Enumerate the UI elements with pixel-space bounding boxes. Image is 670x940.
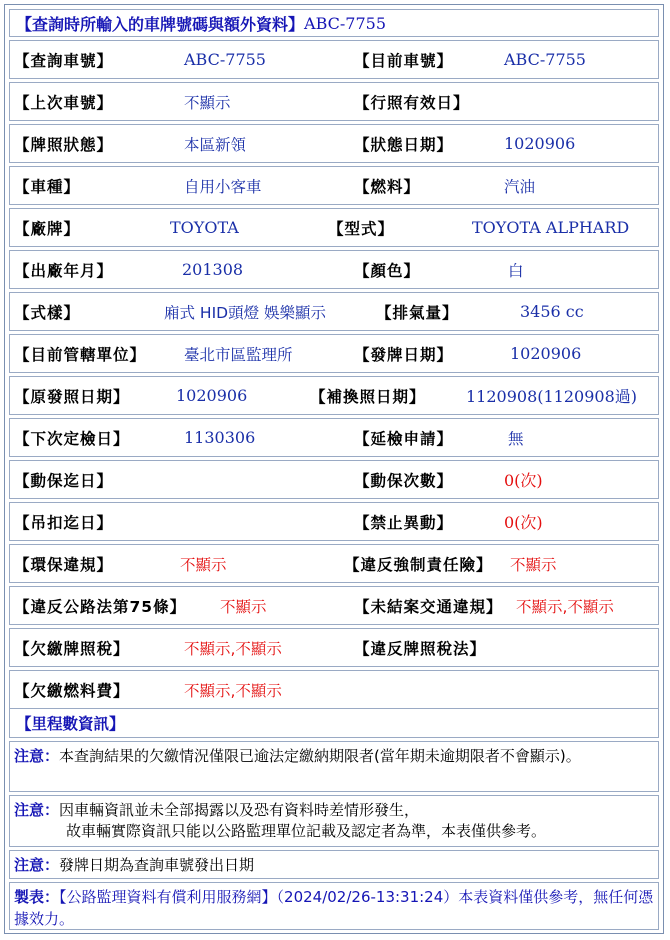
field-label: 【補換照日期】 xyxy=(310,387,426,406)
note-2-tag: 注意： xyxy=(14,801,60,819)
field-label: 【目前管轄單位】 xyxy=(14,345,147,364)
field-value: TOYOTA xyxy=(170,218,239,237)
footer-tag: 製表： xyxy=(14,888,60,906)
report-panel xyxy=(4,4,664,934)
field-value: 臺北市區監理所 xyxy=(184,345,293,364)
field-value: 不顯示 xyxy=(180,555,227,574)
field-value: 不顯示,不顯示 xyxy=(184,639,282,658)
field-value: 1130306 xyxy=(184,428,256,447)
header-plate: ABC-7755 xyxy=(304,13,386,33)
field-value: 不顯示 xyxy=(220,597,267,616)
field-value: 白 xyxy=(508,261,524,280)
field-label: 【發牌日期】 xyxy=(354,345,454,364)
field-value: 不顯示,不顯示 xyxy=(516,597,614,616)
info-row xyxy=(9,670,659,709)
field-value: 0(次) xyxy=(504,513,543,532)
field-value: 自用小客車 xyxy=(184,177,262,196)
mileage-section xyxy=(9,708,659,738)
note-1-text: 本查詢結果的欠繳情況僅限已逾法定繳納期限者(當年期未逾期限者不會顯示)。 xyxy=(59,747,581,765)
field-label: 【動保次數】 xyxy=(354,471,454,490)
field-label: 【狀態日期】 xyxy=(354,135,454,154)
field-label: 【違反強制責任險】 xyxy=(344,555,493,574)
note-2-line2: 故車輛實際資訊只能以公路監理單位記載及認定者為準，本表僅供參考。 xyxy=(66,822,547,840)
field-value: 3456 cc xyxy=(520,302,584,321)
field-label: 【行照有效日】 xyxy=(354,93,470,112)
field-value: ABC-7755 xyxy=(504,50,586,69)
field-value: 0(次) xyxy=(504,471,543,490)
field-value: 1020906 xyxy=(504,134,576,153)
info-row xyxy=(9,208,659,247)
note-3-tag: 注意： xyxy=(14,856,60,874)
note-1-tag: 注意： xyxy=(14,747,60,765)
note-3 xyxy=(9,850,659,879)
info-row xyxy=(9,628,659,667)
field-label: 【式樣】 xyxy=(14,303,81,322)
field-label: 【出廠年月】 xyxy=(14,261,114,280)
field-value: 汽油 xyxy=(504,177,536,196)
field-label: 【牌照狀態】 xyxy=(14,135,114,154)
field-label: 【欠繳牌照稅】 xyxy=(14,639,130,658)
field-label: 【違反牌照稅法】 xyxy=(354,639,487,658)
field-value: 本區新領 xyxy=(184,135,247,154)
field-label: 【原發照日期】 xyxy=(14,387,130,406)
footer xyxy=(9,882,659,930)
field-label: 【燃料】 xyxy=(354,177,421,196)
mileage-label: 【里程數資訊】 xyxy=(16,715,125,733)
info-row xyxy=(9,544,659,583)
field-label: 【廠牌】 xyxy=(14,219,81,238)
note-1 xyxy=(9,741,659,792)
field-value: ABC-7755 xyxy=(184,50,266,69)
field-label: 【查詢車號】 xyxy=(14,51,114,70)
query-header xyxy=(9,9,659,37)
field-label: 【欠繳燃料費】 xyxy=(14,681,130,700)
info-row xyxy=(9,166,659,205)
field-value: 不顯示 xyxy=(510,555,557,574)
field-label: 【排氣量】 xyxy=(376,303,459,322)
info-row xyxy=(9,460,659,499)
field-label: 【違反公路法第75條】 xyxy=(14,597,187,616)
field-label: 【下次定檢日】 xyxy=(14,429,130,448)
header-title: 【查詢時所輸入的車牌號碼與額外資料】 xyxy=(16,14,305,34)
info-row xyxy=(9,376,659,415)
field-value: 201308 xyxy=(182,260,244,279)
field-label: 【延檢申請】 xyxy=(354,429,454,448)
field-value: TOYOTA ALPHARD xyxy=(472,218,630,237)
footer-source: 【公路監理資料有償利用服務網】 xyxy=(59,888,277,906)
field-label: 【未結案交通違規】 xyxy=(354,597,503,616)
note-2 xyxy=(9,795,659,847)
info-row xyxy=(9,502,659,541)
field-label: 【禁止異動】 xyxy=(354,513,454,532)
field-value: 1020906 xyxy=(510,344,582,363)
note-3-text: 發牌日期為查詢車號發出日期 xyxy=(59,856,255,874)
info-row xyxy=(9,334,659,373)
footer-tail: 本表資料僅供參考，無任何憑據效力。 xyxy=(14,888,654,928)
field-value: 廂式 HID頭燈 娛樂顯示 xyxy=(164,303,327,322)
info-row xyxy=(9,250,659,289)
info-row xyxy=(9,124,659,163)
field-label: 【型式】 xyxy=(328,219,395,238)
field-label: 【車種】 xyxy=(14,177,81,196)
field-value: 1020906 xyxy=(176,386,248,405)
field-label: 【動保迄日】 xyxy=(14,471,114,490)
info-row xyxy=(9,82,659,121)
info-row xyxy=(9,418,659,457)
field-value: 無 xyxy=(508,429,524,448)
field-label: 【目前車號】 xyxy=(354,51,454,70)
field-value: 不顯示,不顯示 xyxy=(184,681,282,700)
field-label: 【上次車號】 xyxy=(14,93,114,112)
info-row xyxy=(9,292,659,331)
field-label: 【顏色】 xyxy=(354,261,421,280)
info-row xyxy=(9,586,659,625)
field-label: 【吊扣迄日】 xyxy=(14,513,114,532)
note-2-line1: 因車輛資訊並未全部揭露以及恐有資料時差情形發生， xyxy=(59,801,420,819)
footer-time: （2024/02/26-13:31:24） xyxy=(276,888,459,906)
field-value: 1120908(1120908過) xyxy=(466,387,638,406)
info-row xyxy=(9,40,659,79)
field-value: 不顯示 xyxy=(184,93,231,112)
field-label: 【環保違規】 xyxy=(14,555,114,574)
